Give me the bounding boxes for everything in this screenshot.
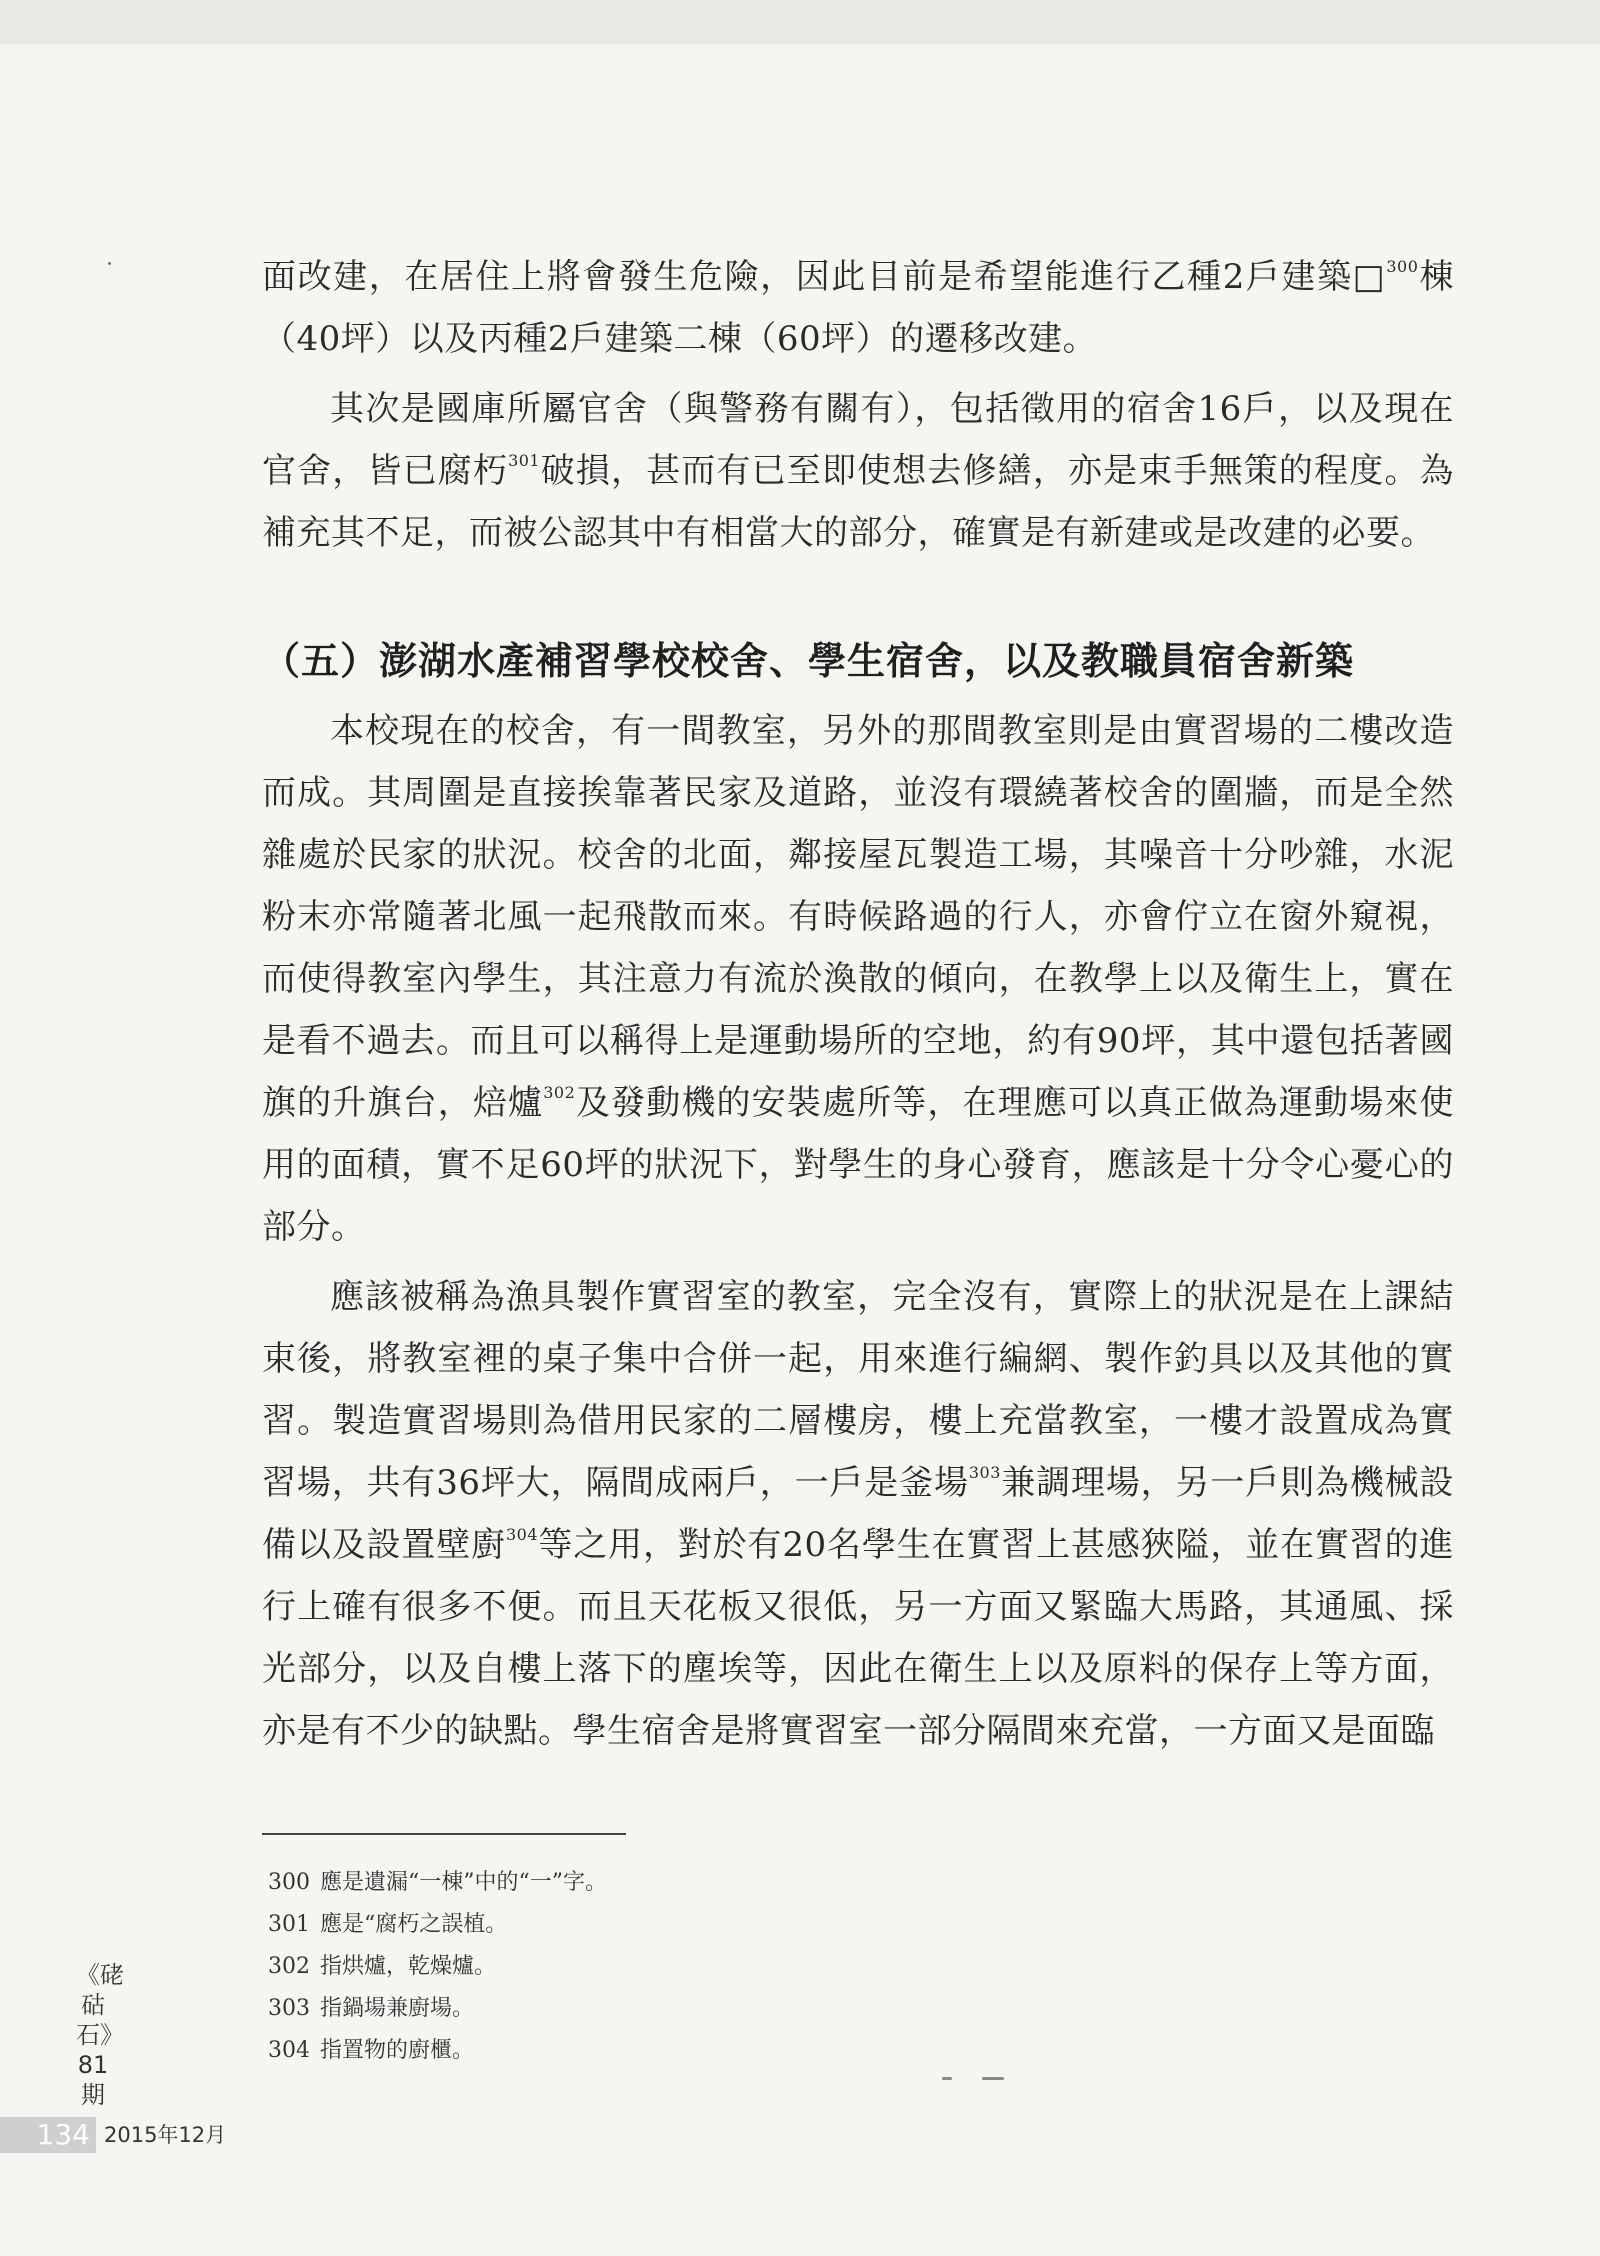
main-text bbox=[262, 246, 1454, 1770]
footnote-ref-304[interactable]: 304 bbox=[505, 1524, 539, 1544]
margin-mark bbox=[108, 262, 111, 265]
footnote-ref-302[interactable]: 302 bbox=[543, 1082, 576, 1102]
footnote-ref-300[interactable]: 300 bbox=[1386, 256, 1419, 276]
footnote-divider bbox=[262, 1833, 626, 1835]
scan-top-strip bbox=[0, 0, 1600, 44]
footnote-303: 303 指鍋場兼廚場。 bbox=[268, 1996, 475, 2021]
paragraph-1: 面改建，在居住上將會發生危險，因此目前是希望能進行乙種2戶建築□$^{300}$棟（40坪）以及丙種2戶建築二棟（60坪）的遷移改建。 bbox=[262, 256, 1455, 359]
footnote-ref-301[interactable]: 301 bbox=[508, 450, 541, 470]
journal-title-vertical: 《硓𥑮石》81期 bbox=[76, 1961, 124, 2109]
footnote-301: 301 應是“腐朽之誤植。 bbox=[268, 1912, 508, 1937]
footnote-302: 302 指烘爐，乾燥爐。 bbox=[268, 1954, 497, 1979]
footnote-300: 300 應是遺漏“一棟”中的“一”字。 bbox=[268, 1870, 607, 1895]
scan-mark bbox=[982, 2077, 1004, 2080]
page-number: 134 bbox=[0, 2117, 96, 2153]
footnote-ref-303[interactable]: 303 bbox=[968, 1462, 1001, 1482]
footnotes bbox=[268, 1862, 607, 2072]
paragraph-2: 其次是國庫所屬官舍（與警務有關有），包括徵用的宿舍16戶，以及現在官舍，皆已腐朽$^{301}$破損，甚而有已至即使想去修繕，亦是束手無策的程度。為補充其不足，而被公認其中有相當大的部分，確實是有新建或是改建的必要。 bbox=[262, 389, 1455, 553]
paragraph-4: 應該被稱為漁具製作實習室的教室，完全沒有，實際上的狀況是在上課結束後，將教室裡的桌子集中合併一起，用來進行編網、製作釣具以及其他的實習。製造實習場則為借用民家的二層樓房，樓上充當教室，一樓才設置成為實習場，共有36坪大，隔間成兩戶，一戶是釜場$^{303}$兼調理場，另一戶則為機械設備以及設置壁廚$^{304}$等之用，對於有20名學生在實習上甚感狹隘，並在實習的進行上確有很多不便。而且天花板又很低，另一方面又緊臨大馬路，其通風、採光部分，以及自樓上落下的塵埃等，因此在衛生上以及原料的保存上等方面，亦是有不少的缺點。學生宿舍是將實習室一部分隔間來充當，一方面又是面臨 bbox=[262, 1277, 1455, 1751]
paragraph-3: 本校現在的校舍，有一間教室，另外的那間教室則是由實習場的二樓改造而成。其周圍是直接挨靠著民家及道路，並沒有環繞著校舍的圍牆，而是全然雜處於民家的狀況。校舍的北面，鄰接屋瓦製造工場，其噪音十分吵雜，水泥粉末亦常隨著北風一起飛散而來。有時候路過的行人，亦會佇立在窗外窺視，而使得教室內學生，其注意力有流於渙散的傾向，在教學上以及衛生上，實在是看不過去。而且可以稱得上是運動場所的空地，約有90坪，其中還包括著國旗的升旗台，焙爐$^{302}$及發動機的安裝處所等，在理應可以真正做為運動場來使用的面積，實不足60坪的狀況下，對學生的身心發育，應該是十分令心憂心的部分。 bbox=[262, 711, 1455, 1247]
section-heading: （五）澎湖水產補習學校校舍、學生宿舍，以及教職員宿舍新築 bbox=[262, 639, 1355, 683]
footnote-304: 304 指置物的廚櫃。 bbox=[268, 2038, 475, 2063]
issue-date: 2015年12月 bbox=[104, 2123, 227, 2147]
scan-mark bbox=[942, 2077, 952, 2080]
